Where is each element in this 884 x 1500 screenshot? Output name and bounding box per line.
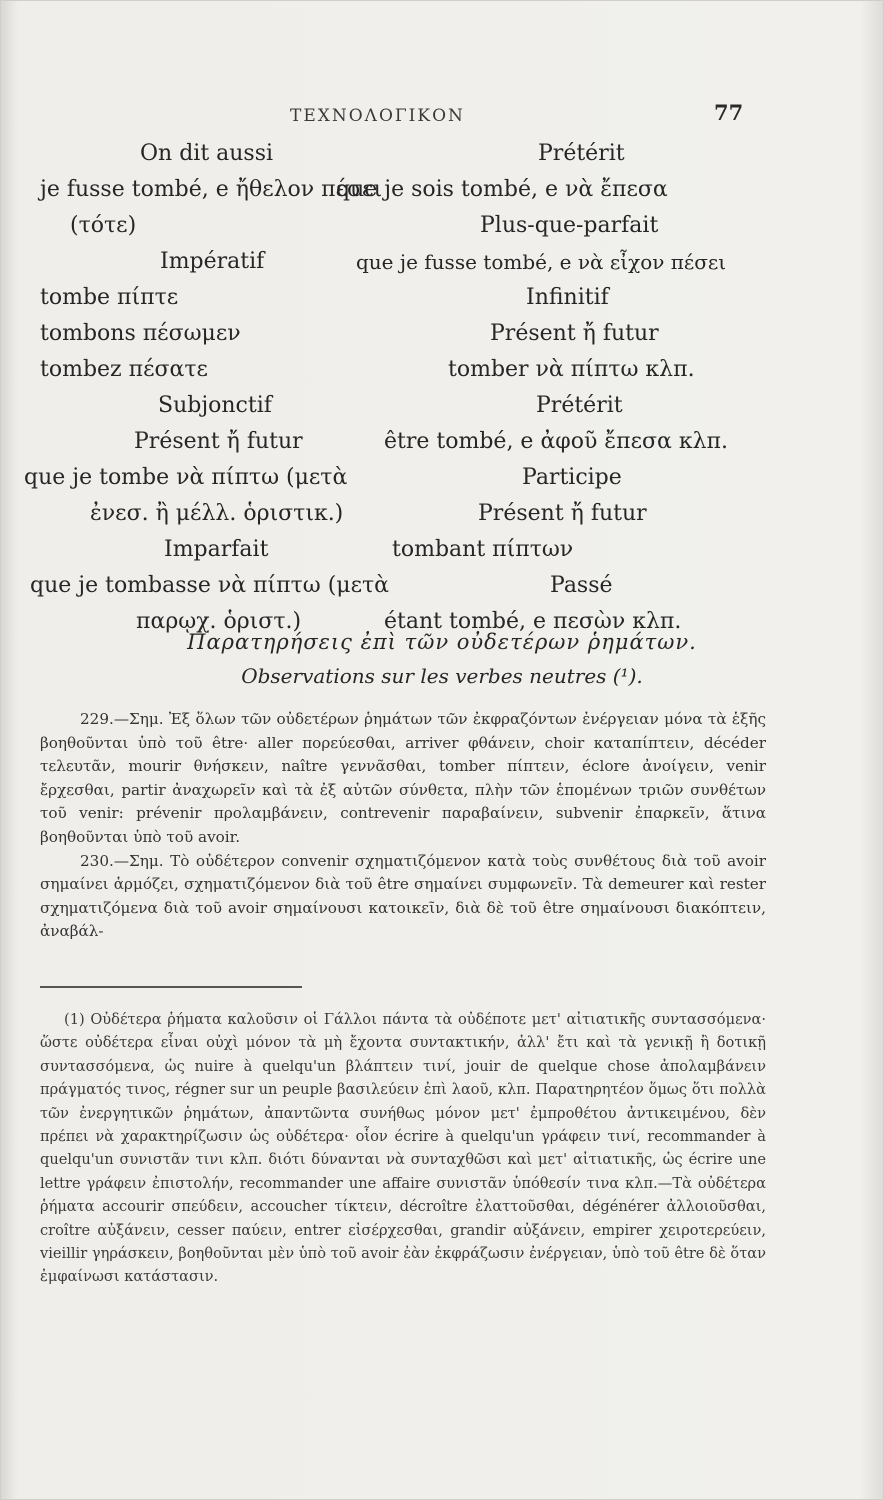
conjugation-line: tombons πέσωμεν — [40, 321, 241, 346]
tense-heading: Plus-que-parfait — [480, 213, 659, 238]
tense-heading: Présent ἤ futur — [478, 501, 647, 526]
conjugation-line: tombez πέσατε — [40, 357, 208, 382]
conjugation-line: παρῳχ. ὁριστ.) — [136, 609, 302, 634]
conjugation-line: que je tombasse νὰ πίπτω (μετὰ — [30, 573, 390, 598]
right-column — [336, 136, 780, 640]
page-header — [0, 96, 884, 126]
conjugation-line: ἐνεσ. ἢ μέλλ. ὁριστικ.) — [90, 501, 344, 526]
conjugation-line: que je fusse tombé, e νὰ εἶχον πέσει — [356, 250, 727, 274]
mood-heading: Impératif — [160, 249, 265, 274]
conjugation-line: (τότε) — [70, 213, 137, 238]
conjugation-line: tombant πίπτων — [392, 537, 574, 562]
tense-heading: Imparfait — [164, 537, 269, 562]
section-title-greek: Παρατηρήσεις ἐπὶ τῶν οὐδετέρων ῥημάτων. — [187, 630, 697, 654]
conjugation-line: que je tombe νὰ πίπτω (μετὰ — [24, 465, 348, 490]
paragraph-229: 229.—Σημ. Ἐξ ὅλων τῶν οὐδετέρων ῥημάτων τῶν ἐκφραζόντων ἐνέργειαν μόνα τὰ ἑξῆς βοηθοῦνται ὑπὸ τοῦ être· aller πορεύεσθαι, arriver φθάνειν, choir καταπίπτειν, décéder τελευτᾶν, mourir θνήσκειν, naître γεννᾶσθαι, tomber πίπτειν, éclore ἀνοίγειν, venir ἔρχεσθαι, partir ἀναχωρεῖν καὶ τὰ ἐξ αὐτῶν σύνθετα, πλὴν τῶν ἑπομένων τριῶν συνθέτων τοῦ venir: prévenir προλαμβάνειν, contrevenir παραβαίνειν, subvenir ἐπαρκεῖν, ἅτινα βοηθοῦνται ὑπὸ τοῦ avoir. — [40, 710, 766, 846]
tense-heading: Prétérit — [536, 393, 623, 418]
tense-heading: Présent ἤ futur — [134, 429, 303, 454]
conjugation-line: tomber νὰ πίπτω κλπ. — [448, 357, 695, 382]
tense-heading: Passé — [550, 573, 613, 598]
running-head: ΤΕΧΝΟΛΟΓΙΚΟΝ — [290, 106, 465, 126]
tense-heading: Prétérit — [538, 141, 625, 166]
main-text — [40, 708, 766, 944]
page-number: 77 — [714, 100, 744, 125]
section-title-french: Observations sur les verbes neutres (¹). — [241, 664, 643, 688]
footnote-text: (1) Οὐδέτερα ῥήματα καλοῦσιν οἱ Γάλλοι πάντα τὰ οὐδέποτε μετ' αἰτιατικῆς συντασσόμενα· ὥστε οὐδέτερα εἶναι οὐχὶ μόνον τὰ μὴ ἔχοντα συντακτικήν, ἀλλ' ἔτι καὶ τὰ γενικῇ ἢ δοτικῇ συντασσόμενα, ὡς nuire à quelqu'un βλάπτειν τινί, jouir de quelque chose ἀπολαμβάνειν πράγματός τινος, régner sur un peuple βασιλεύειν ἐπὶ λαοῦ, κλπ. Παρατηρητέον ὅμως ὅτι πολλὰ τῶν ἐνεργητικῶν ῥημάτων, ἀπαντῶντα συνήθως μόνον μετ' ἐμπροθέτου ἀντικειμένου, δὲν πρέπει νὰ χαρακτηρίζωσιν ὡς οὐδέτερα· οἷον écrire à quelqu'un γράφειν τινί, recommander à quelqu'un συνιστᾶν τινι κλπ. διότι δύνανται νὰ συνταχθῶσι καὶ μετ' αἰτιατικῆς, ὡς écrire une lettre γράφειν ἐπιστολήν, recommander une affaire συνιστᾶν ὑπόθεσίν τινα κλπ.—Τὰ οὐδέτερα ῥήματα accourir σπεύδειν, accoucher τίκτειν, décroître ἐλαττοῦσθαι, dégénérer ἀλλοιοῦσθαι, croître αὐξάνειν, cesser παύειν, entrer εἰσέρχεσθαι, grandir αὐξάνειν, empirer χειροτερεύειν, vieillir γηράσκειν, βοηθοῦνται μὲν ὑπὸ τοῦ avoir ἐὰν ἐκφράζωσιν ἐνέργειαν, ὑπὸ τοῦ être δὲ ὅταν ἐμφαίνωσι κατάστασιν. — [40, 1011, 766, 1286]
footnote — [40, 1008, 766, 1289]
conjugation-line: On dit aussi — [140, 141, 274, 166]
footnote-divider — [40, 986, 302, 988]
conjugation-line: étant tombé, e πεσὼν κλπ. — [384, 609, 682, 634]
left-column — [24, 136, 390, 640]
mood-heading: Infinitif — [526, 285, 609, 310]
conjugation-line: être tombé, e ἀφοῦ ἔπεσα κλπ. — [384, 429, 728, 454]
conjugation-line: tombe πίπτε — [40, 285, 179, 310]
paragraph-230: 230.—Σημ. Τὸ οὐδέτερον convenir σχηματιζόμενον κατὰ τοὺς συνθέτους διὰ τοῦ avoir σημαίνει ἁρμόζει, σχηματιζόμενον διὰ τοῦ être σημαίνει συμφωνεῖν. Τὰ demeurer καὶ rester σχηματιζόμενα διὰ τοῦ avoir σημαίνουσι κατοικεῖν, διὰ δὲ τοῦ être σημαίνουσι διακόπτειν, ἀναβάλ- — [40, 851, 766, 941]
mood-heading: Subjonctif — [158, 393, 272, 418]
conjugation-line: que je sois tombé, e νὰ ἔπεσα — [336, 177, 668, 202]
conjugation-line: je fusse tombé, e ἤθελον πέσει — [40, 177, 383, 202]
participle-heading: Participe — [522, 465, 622, 490]
tense-heading: Présent ἤ futur — [490, 321, 659, 346]
